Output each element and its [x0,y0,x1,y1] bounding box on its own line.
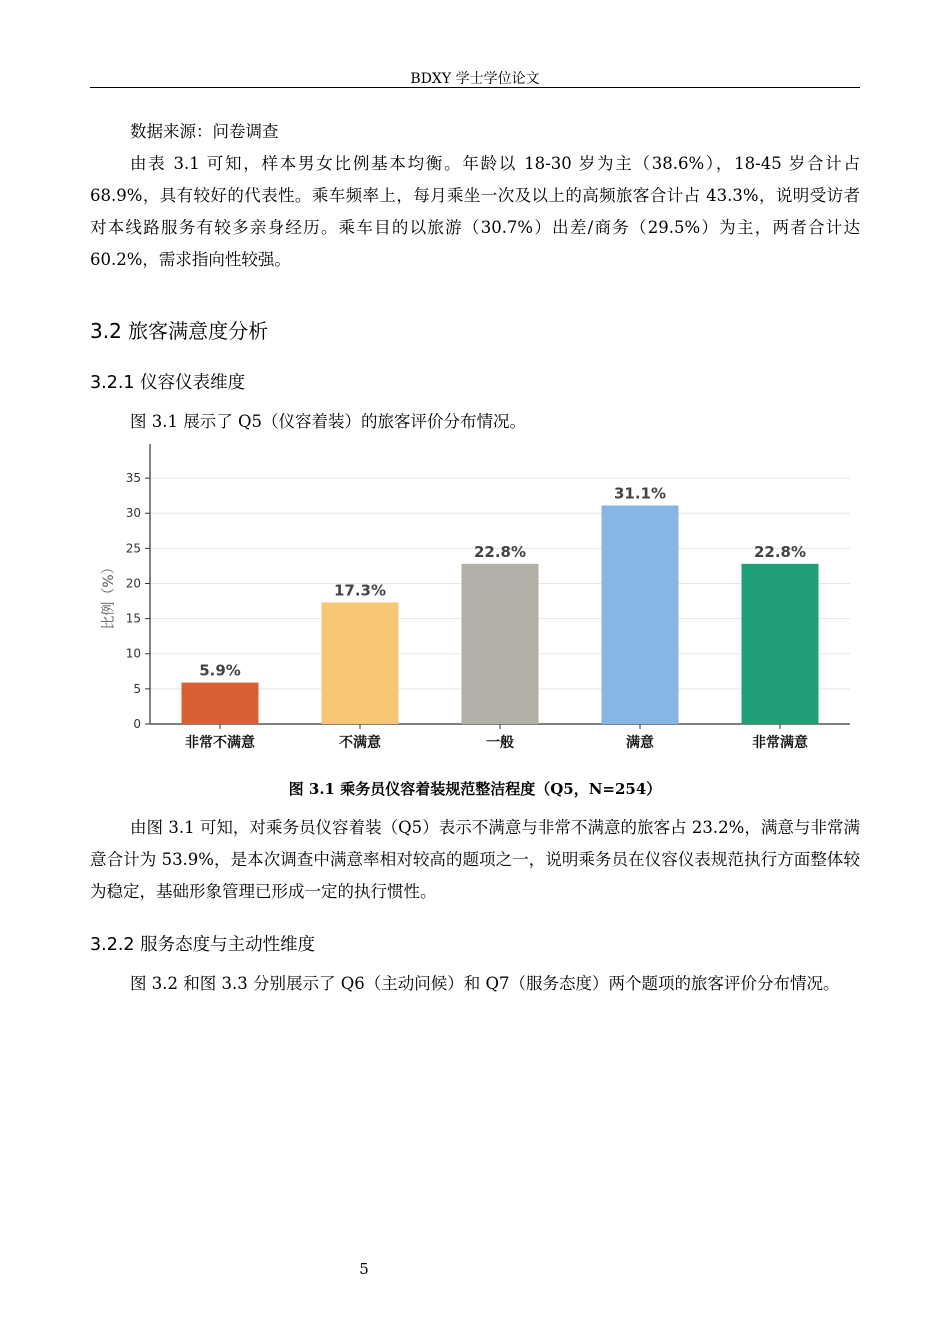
x-tick-label: 满意 [626,735,654,751]
y-tick-label: 35 [125,471,141,486]
x-tick-label: 非常不满意 [185,735,255,751]
x-tick-label: 不满意 [339,735,381,751]
x-tick-label: 非常满意 [752,735,808,751]
source-note: 数据来源：问卷调查 [130,122,279,141]
y-tick-label: 0 [133,717,141,731]
y-tick-label: 10 [125,646,141,661]
running-header: BDXY 学士学位论文 [410,71,540,87]
y-tick-label: 20 [125,576,141,591]
y-tick-label: 15 [125,611,141,626]
data-label: 5.9% [199,661,241,680]
figure-intro: 图 3.1 展示了 Q5（仪容着装）的旅客评价分布情况。 [130,412,526,431]
bar [322,602,399,724]
section-heading-3-2-2: 3.2.2 服务态度与主动性维度 [90,935,316,955]
x-tick-label: 一般 [486,735,514,751]
data-label: 22.8% [753,542,807,561]
bar-layer [182,485,819,724]
bar [182,683,259,724]
bar [742,564,819,724]
data-label: 31.1% [613,484,667,503]
paragraph-2: 由图 3.1 可知，对乘务员仪容着装（Q5）表示不满意与非常不满意的旅客占 23.2%，满意与非常满意合计为 53.9%，是本次调查中满意率相对较高的题项之一，说明乘务员在仪容仪表规范执行方面整体较为稳定，基础形象管理已形成一定的执行惯性。 [90,818,860,901]
page-number: 5 [359,1260,369,1278]
data-label: 17.3% [333,581,387,600]
bar [462,564,539,724]
y-tick-label: 30 [125,506,141,521]
data-label: 22.8% [473,542,527,561]
figure-caption: 图 3.1 乘务员仪容着装规范整洁程度（Q5，N=254） [288,780,662,798]
bar [602,506,679,724]
chart-svg [95,440,865,760]
section-heading-3-2: 3.2 旅客满意度分析 [90,319,269,343]
paragraph-1: 由表 3.1 可知，样本男女比例基本均衡。年龄以 18-30 岁为主（38.6%），18-45 岁合计占 68.9%，具有较好的代表性。乘车频率上，每月乘坐一次及以上的高频旅客合计占 43.3%，说明受访者对本线路服务有较多亲身经历。乘车目的以旅游（30.7%）出差/商务（29.5%）为主，两者合计达 60.2%，需求指向性较强。 [90,154,860,269]
header-rule [90,87,860,88]
y-axis-label: 比例（%） [101,560,117,630]
y-tick-label: 25 [125,541,141,556]
section-heading-3-2-1: 3.2.1 仪容仪表维度 [90,373,246,393]
bar-chart [95,440,865,760]
y-tick-label: 5 [133,681,141,696]
paragraph-3: 图 3.2 和图 3.3 分别展示了 Q6（主动问候）和 Q7（服务态度）两个题项的旅客评价分布情况。 [130,974,840,993]
